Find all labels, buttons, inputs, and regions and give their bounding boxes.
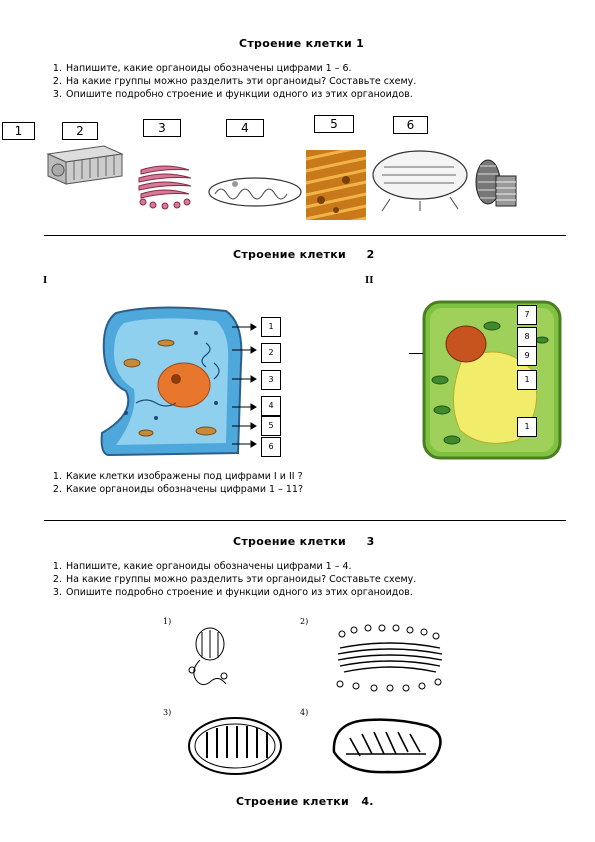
plant-cell-pointer-line [409,353,423,354]
animal-cell-illustration [96,303,246,458]
question-item: 1. Напишите, какие органоиды обозначены цифрами 1 – 6. [52,63,352,74]
plant-cell-illustration [422,300,562,460]
label-box-1: 1 [2,122,35,140]
mitochondrion-illustration [205,172,305,212]
animal-cell-pointer-arrows [228,318,262,453]
question-item: 1. Какие клетки изображены под цифрами I и II ? [52,471,303,482]
section-divider [44,520,566,521]
plant-label-9: 9 [517,346,537,366]
section3-title: Строение клетки 3 [233,535,375,548]
section-divider [44,235,566,236]
golgi-drawing [330,622,450,694]
centriole-illustration [470,152,518,212]
label-box-3: 3 [143,119,181,137]
section1-questions [44,62,416,101]
plant-label-7: 7 [517,305,537,325]
animal-label-2: 2 [261,343,281,363]
figure-label-2: 2) [300,617,309,626]
plant-label-11: 1 [517,417,537,437]
figure-label-4: 4) [300,708,309,717]
endoplasmic-reticulum-illustration [44,140,124,190]
figure-label-3: 3) [163,708,172,717]
question-item: 3. Опишите подробно строение и функции одного из этих органоидов. [52,89,413,100]
animal-label-3: 3 [261,370,281,390]
question-item: 3. Опишите подробно строение и функции одного из этих органоидов. [52,587,413,598]
chloroplast-illustration [306,150,366,220]
label-box-6: 6 [393,116,428,134]
question-item: 1. Напишите, какие органоиды обозначены цифрами 1 – 4. [52,561,352,572]
animal-label-6: 6 [261,437,281,457]
animal-label-4: 4 [261,396,281,416]
question-item: 2. На какие группы можно разделить эти органоиды? Составьте схему. [52,574,417,585]
mitochondrion-drawing [185,710,285,780]
section4-title: Строение клетки 4. [236,795,374,808]
section3-questions [44,560,416,599]
question-item: 2. Какие органоиды обозначены цифрами 1 – 11? [52,484,303,495]
plant-label-10: 1 [517,370,537,390]
golgi-apparatus-illustration [135,160,195,210]
chloroplast-drawing [328,712,448,780]
roman-label-I: I [43,276,48,286]
animal-label-1: 1 [261,317,281,337]
label-box-5: 5 [314,115,354,133]
label-box-4: 4 [226,119,264,137]
centrosome-drawing [180,620,240,690]
plastid-illustration [370,145,470,213]
roman-label-II: II [365,276,374,286]
question-item: 2. На какие группы можно разделить эти органоиды? Составьте схему. [52,76,417,87]
section2-title: Строение клетки 2 [233,248,375,261]
plant-label-8: 8 [517,327,537,347]
animal-label-5: 5 [261,416,281,436]
label-box-2: 2 [62,122,98,140]
figure-label-1: 1) [163,617,172,626]
section2-questions [44,470,303,496]
section1-title: Строение клетки 1 [239,37,365,50]
